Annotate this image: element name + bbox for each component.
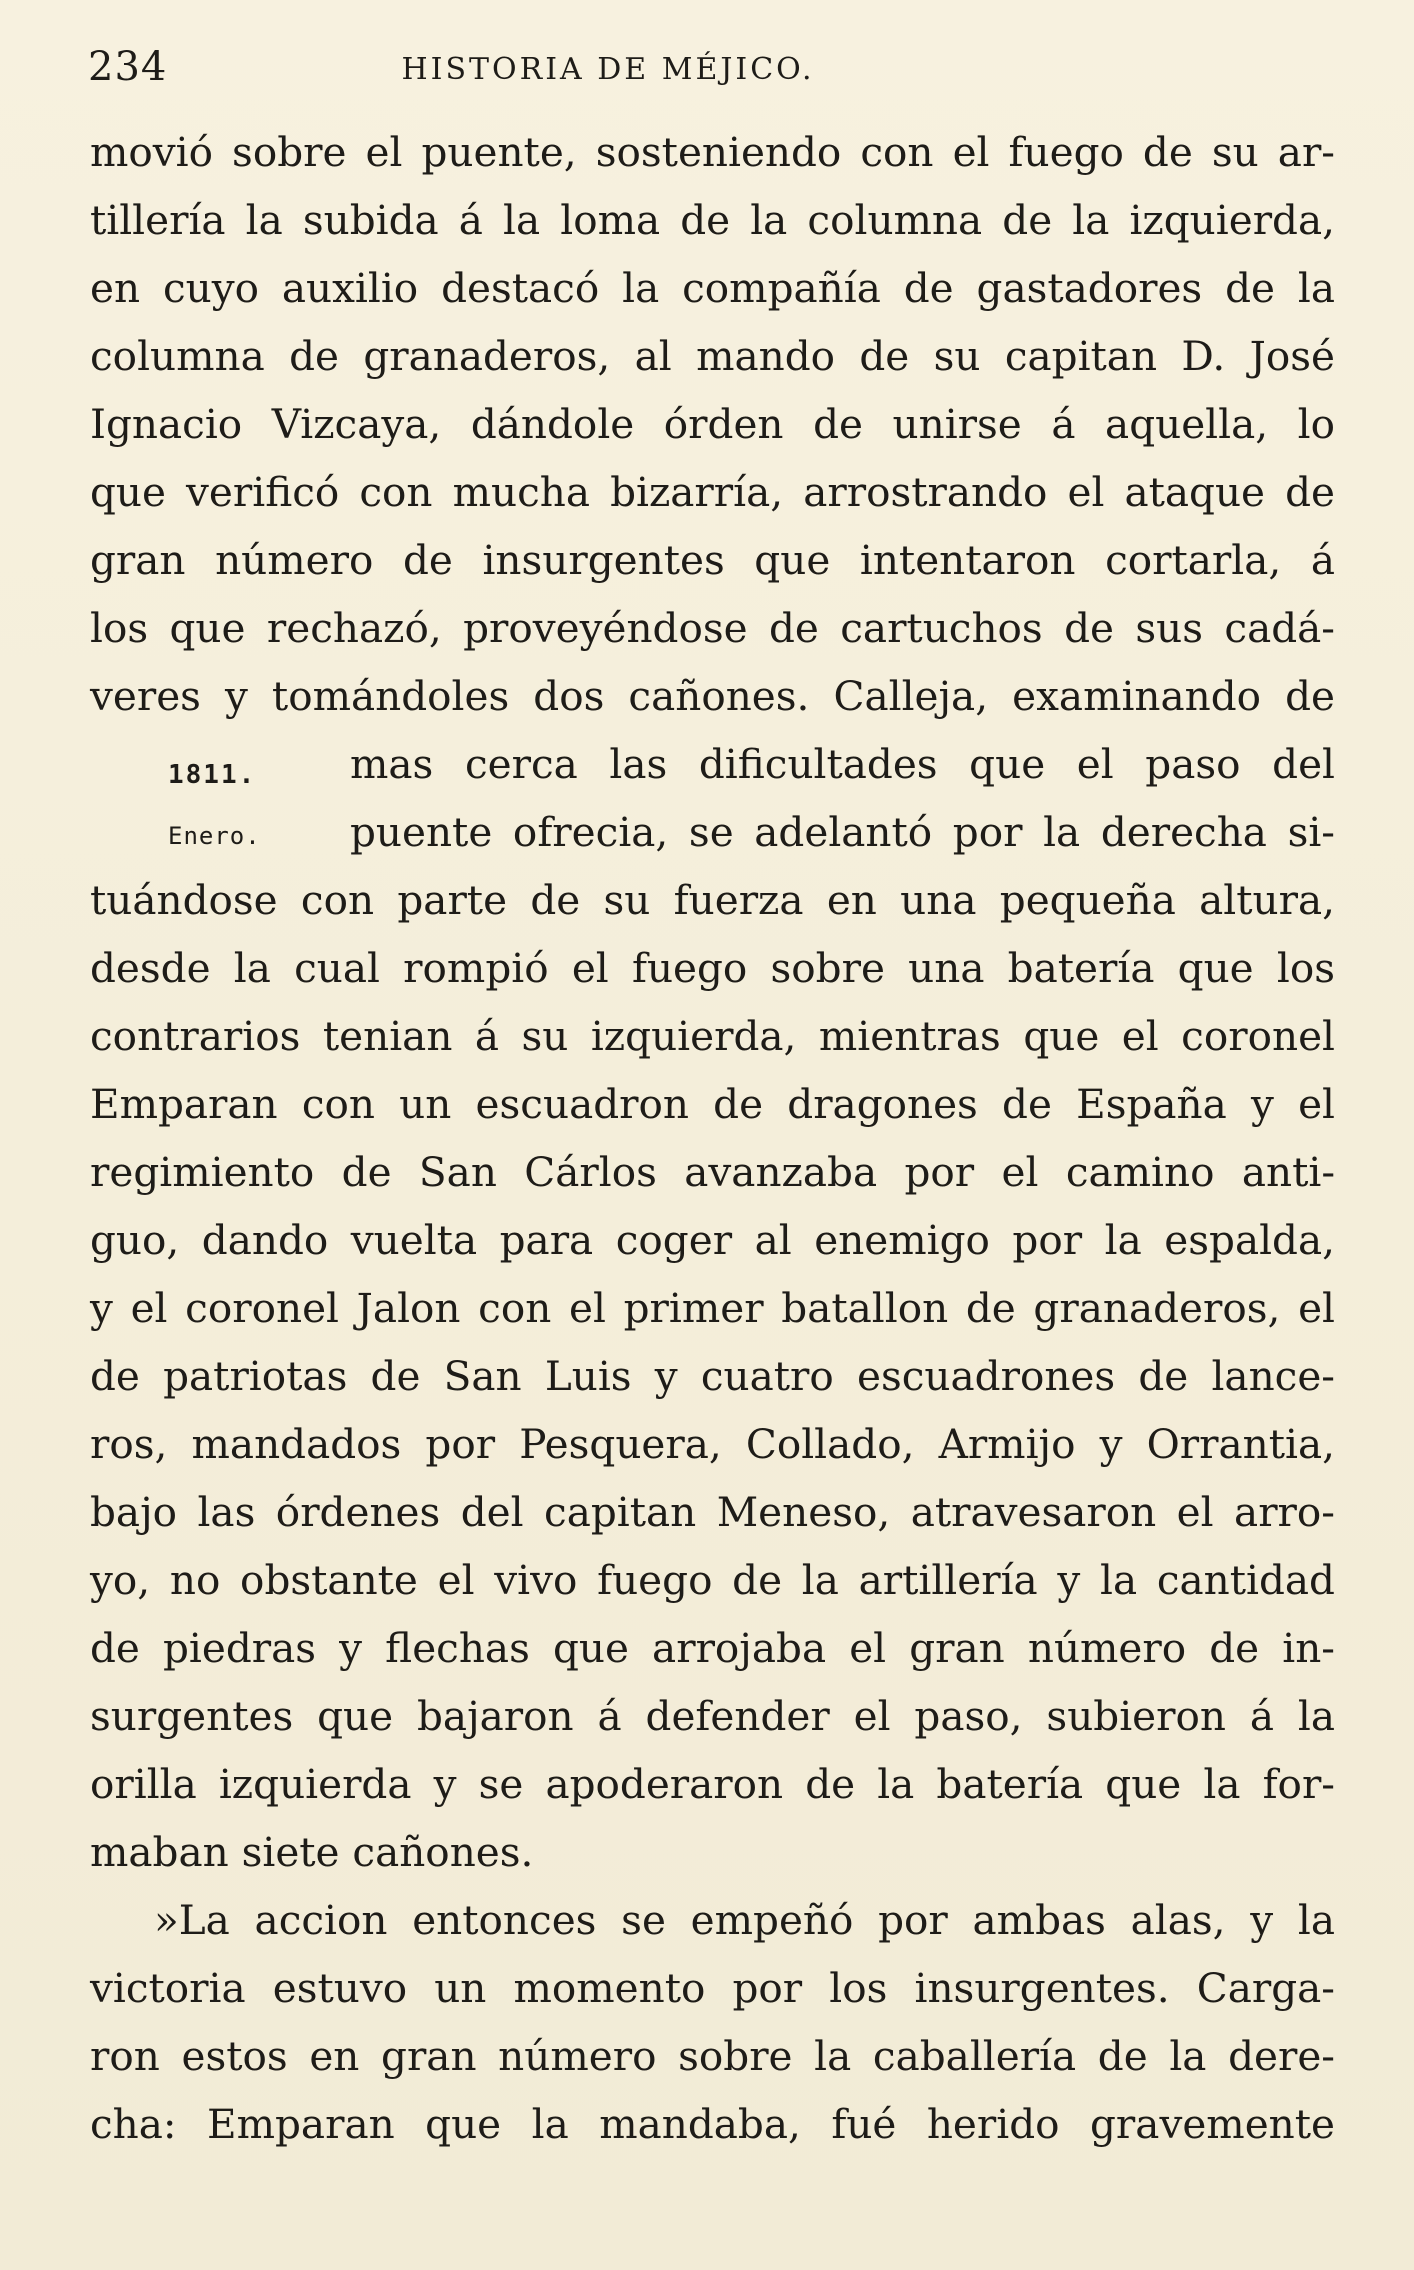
text-line: tillería la subida á la loma de la columna de la izquierda, (90, 196, 1335, 244)
text-line: yo, no obstante el vivo fuego de la artillería y la cantidad (90, 1556, 1335, 1604)
text-line: guo, dando vuelta para coger al enemigo por la espalda, (90, 1216, 1335, 1264)
margin-note-month: Enero. (168, 822, 261, 850)
text-line: ros, mandados por Pesquera, Collado, Armijo y Orrantia, (90, 1420, 1335, 1468)
text-line: ron estos en gran número sobre la caballería de la dere- (90, 2032, 1335, 2080)
body-text (90, 118, 1335, 2158)
text-line: maban siete cañones. (90, 1828, 534, 1876)
text-line: Ignacio Vizcaya, dándole órden de unirse á aquella, lo (90, 400, 1335, 448)
margin-note-year: 1811. (168, 760, 257, 790)
text-line: contrarios tenian á su izquierda, mientras que el coronel (90, 1012, 1335, 1060)
text-line: de patriotas de San Luis y cuatro escuadrones de lance- (90, 1352, 1335, 1400)
text-line: y el coronel Jalon con el primer batallon de granaderos, el (90, 1284, 1335, 1332)
page-number: 234 (88, 44, 168, 90)
text-line: mas cerca las dificultades que el paso del (350, 740, 1335, 788)
text-line: regimiento de San Cárlos avanzaba por el camino anti- (90, 1148, 1335, 1196)
text-line: cha: Emparan que la mandaba, fué herido gravemente (90, 2100, 1335, 2148)
running-head: HISTORIA DE MÉJICO. (401, 52, 815, 87)
text-line: orilla izquierda y se apoderaron de la batería que la for- (90, 1760, 1335, 1808)
text-line: victoria estuvo un momento por los insurgentes. Carga- (90, 1964, 1335, 2012)
text-line: desde la cual rompió el fuego sobre una batería que los (90, 944, 1335, 992)
text-line: bajo las órdenes del capitan Meneso, atravesaron el arro- (90, 1488, 1335, 1536)
text-line: tuándose con parte de su fuerza en una pequeña altura, (90, 876, 1335, 924)
text-line: columna de granaderos, al mando de su capitan D. José (90, 332, 1335, 380)
text-line: movió sobre el puente, sosteniendo con el fuego de su ar- (90, 128, 1335, 176)
text-line: en cuyo auxilio destacó la compañía de gastadores de la (90, 264, 1335, 312)
text-line: de piedras y flechas que arrojaba el gran número de in- (90, 1624, 1335, 1672)
text-line: que verificó con mucha bizarría, arrostrando el ataque de (90, 468, 1335, 516)
text-line: puente ofrecia, se adelantó por la derecha si- (350, 808, 1335, 856)
text-line: »La accion entonces se empeñó por ambas alas, y la (154, 1896, 1335, 1944)
text-line: gran número de insurgentes que intentaron cortarla, á (90, 536, 1335, 584)
text-line: surgentes que bajaron á defender el paso, subieron á la (90, 1692, 1335, 1740)
text-line: los que rechazó, proveyéndose de cartuchos de sus cadá- (90, 604, 1335, 652)
text-line: veres y tomándoles dos cañones. Calleja, examinando de (90, 672, 1335, 720)
text-line: Emparan con un escuadron de dragones de España y el (90, 1080, 1335, 1128)
page-header (88, 44, 1348, 104)
